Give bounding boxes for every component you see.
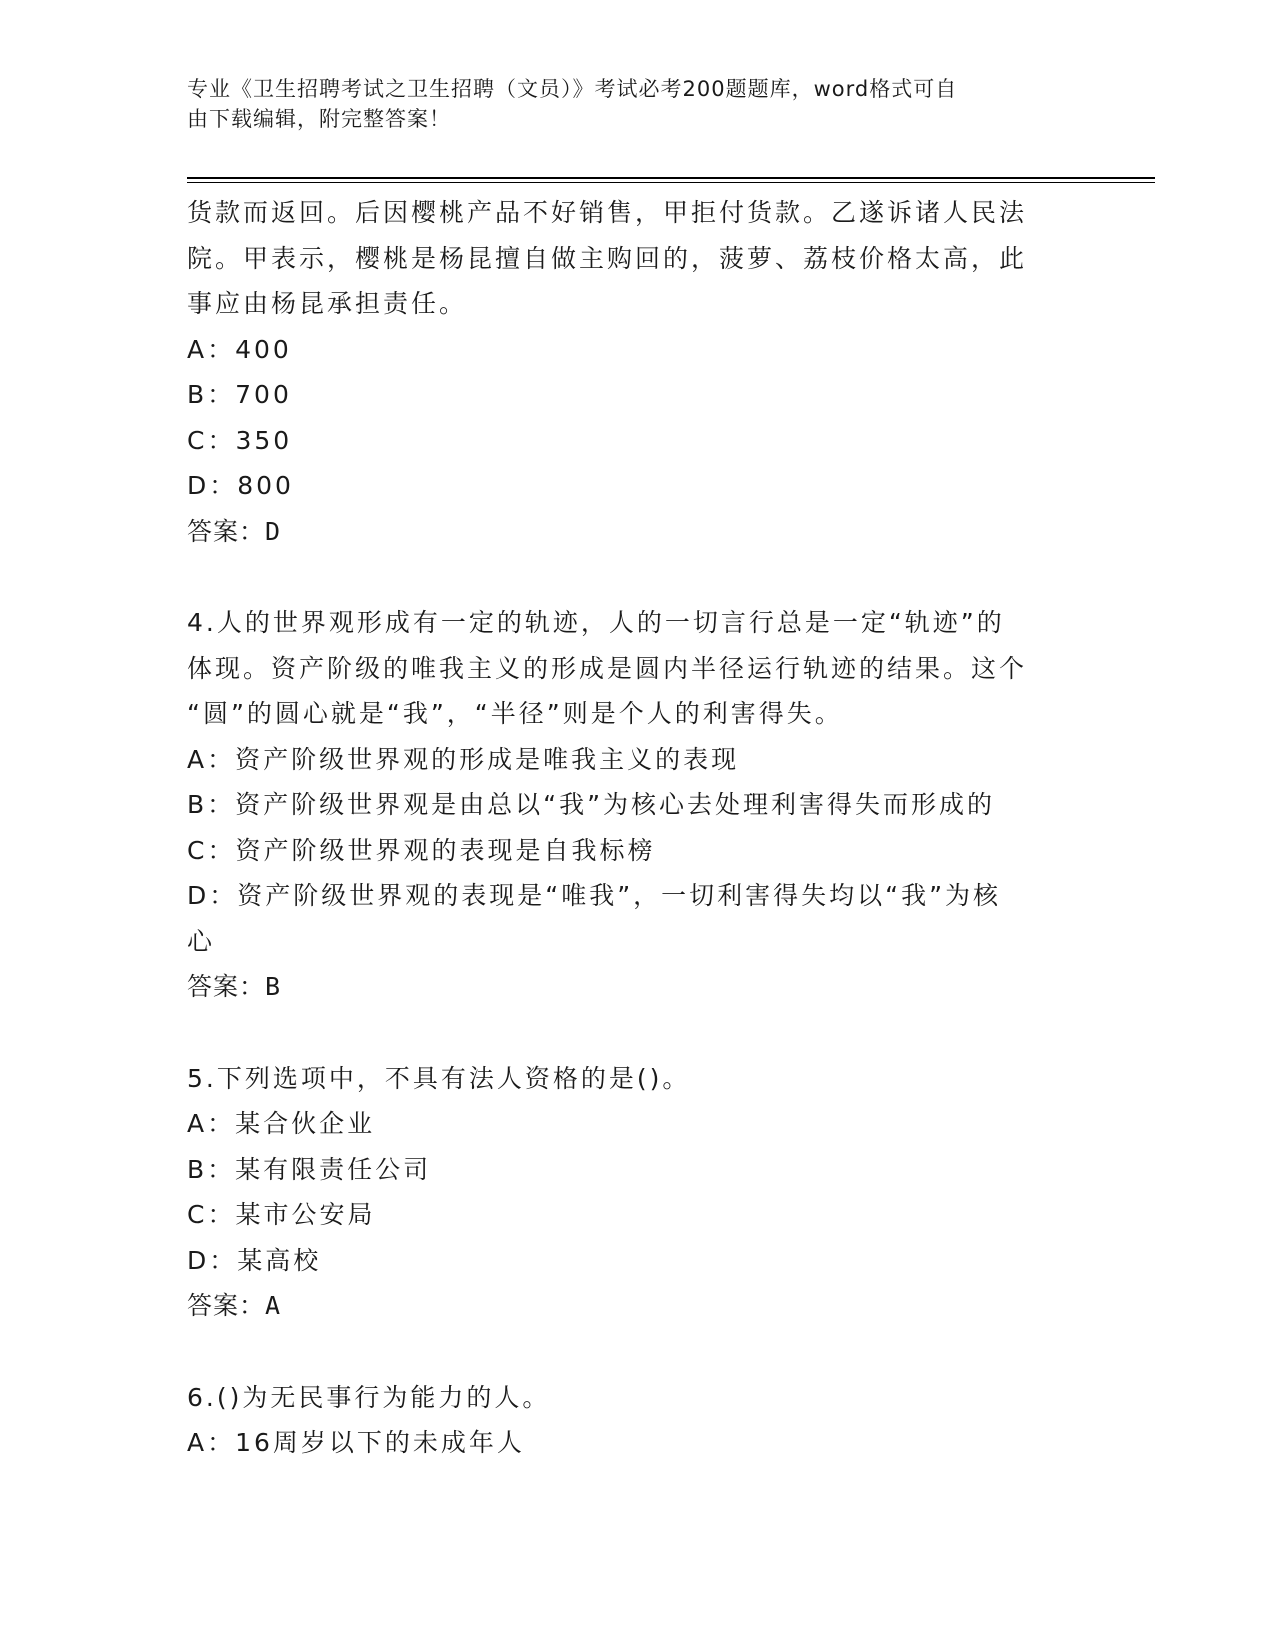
question-stem-line: 体现。资产阶级的唯我主义的形成是圆内半径运行轨迹的结果。这个 (187, 653, 1028, 683)
answer-value: D (265, 516, 282, 546)
header-line-1: 专业《卫生招聘考试之卫生招聘（文员）》考试必考200题题库，word格式可自 (187, 77, 958, 101)
option-b: B：700 (187, 380, 292, 409)
option-c: C：某市公安局 (187, 1200, 376, 1229)
option-a: A：400 (187, 334, 292, 364)
header-rule-thick (187, 177, 1155, 179)
answer-line (187, 1283, 1087, 1329)
question-6 (187, 1375, 1087, 1466)
option-b: B：某有限责任公司 (187, 1154, 432, 1184)
spacer (187, 554, 1087, 600)
answer-value: B (265, 972, 282, 1001)
option-a: A：某合伙企业 (187, 1109, 376, 1138)
option-c: C：资产阶级世界观的表现是自我标榜 (187, 835, 656, 865)
option-a: A：16周岁以下的未成年人 (187, 1428, 525, 1457)
question-3 (187, 190, 1087, 554)
header-line-2: 由下载编辑，附完整答案！ (187, 107, 451, 131)
document-body (187, 190, 1087, 1466)
question-4 (187, 600, 1087, 1010)
option-b: B：资产阶级世界观是由总以“我”为核心去处理利害得失而形成的 (187, 790, 996, 819)
answer-line (187, 964, 1087, 1010)
question-5 (187, 1056, 1087, 1329)
answer-label: 答案： (187, 516, 266, 546)
option-d: D：800 (187, 471, 294, 500)
question-stem-line: 货款而返回。后因樱桃产品不好销售，甲拒付货款。乙遂诉诸人民法 (187, 198, 1028, 227)
question-stem-line: 6.()为无民事行为能力的人。 (187, 1382, 551, 1412)
question-stem-line: 院。甲表示，樱桃是杨昆擅自做主购回的，菠萝、荔枝价格太高，此 (187, 243, 1028, 273)
answer-label: 答案： (187, 972, 266, 1001)
spacer (187, 1329, 1087, 1375)
question-stem-line: “圆”的圆心就是“我”，“半径”则是个人的利害得失。 (187, 699, 843, 728)
answer-label: 答案： (187, 1291, 266, 1320)
option-d-continued: 心 (187, 926, 216, 956)
question-stem-line: 事应由杨昆承担责任。 (187, 289, 468, 318)
question-stem-line: 4.人的世界观形成有一定的轨迹，人的一切言行总是一定“轨迹”的 (187, 608, 1005, 637)
option-c: C：350 (187, 425, 293, 455)
option-d: D：某高校 (187, 1245, 322, 1275)
option-a: A：资产阶级世界观的形成是唯我主义的表现 (187, 744, 740, 774)
answer-value: A (265, 1291, 282, 1320)
document-header (187, 74, 1067, 134)
question-stem-line: 5.下列选项中，不具有法人资格的是()。 (187, 1063, 691, 1093)
option-d: D：资产阶级世界观的表现是“唯我”，一切利害得失均以“我”为核 (187, 881, 1002, 910)
spacer (187, 1010, 1087, 1056)
header-rule-thin (187, 182, 1155, 183)
answer-line (187, 509, 1087, 555)
